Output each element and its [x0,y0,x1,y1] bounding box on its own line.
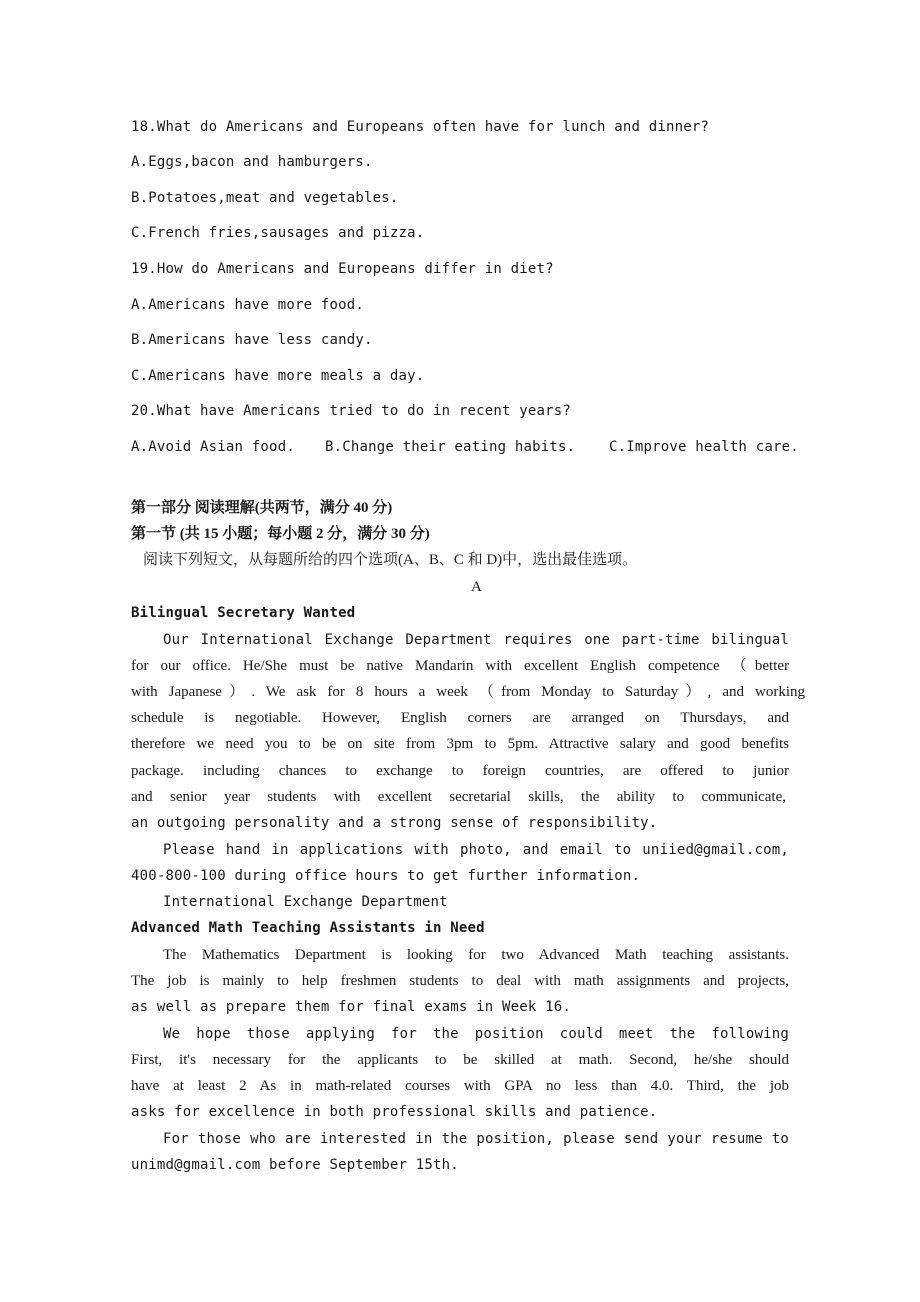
ad1-line: package. including chances to exchange to foreign countries, are offered to junior [131,763,789,779]
ad2-line: have at least 2 As in math-related courses with GPA no less than 4.0. Third, the job [131,1078,789,1094]
ad2-title: Advanced Math Teaching Assistants in Need [131,920,485,936]
q18-option-b: B.Potatoes,meat and vegetables. [131,190,399,206]
ad1-line: Our International Exchange Department requires one part-time bilingual [163,632,789,648]
ad1-line: therefore we need you to be on site from 3pm to 5pm. Attractive salary and good benefits [131,736,789,752]
passage-label: A [471,579,482,595]
ad2-line: asks for excellence in both professional skills and patience. [131,1104,658,1120]
q20-option-b: B.Change their eating habits. [325,439,576,455]
question-18: 18.What do Americans and Europeans often have for lunch and dinner? [131,119,710,135]
ad1-line: for our office. He/She must be native Mandarin with excellent English competence （better [131,658,789,674]
ad2-line: The Mathematics Department is looking for two Advanced Math teaching assistants. [163,947,789,963]
ad1-line: schedule is negotiable. However, English corners are arranged on Thursdays, and [131,710,789,726]
ad1-line: and senior year students with excellent secretarial skills, the ability to communicate, [131,789,786,805]
q19-option-a: A.Americans have more food. [131,297,364,313]
question-20: 20.What have Americans tried to do in recent years? [131,403,572,419]
section-title: 第一节 (共 15 小题；每小题 2 分，满分 30 分) [131,526,430,542]
question-19: 19.How do Americans and Europeans differ in diet? [131,261,554,277]
reading-instruction: 阅读下列短文，从每题所给的四个选项(A、B、C 和 D)中，选出最佳选项。 [143,552,638,568]
ad1-signature: International Exchange Department [163,894,448,910]
ad1-contact-line: Please hand in applications with photo, and email to uniied@gmail.com, [163,842,789,858]
ad2-line: The job is mainly to help freshmen students to deal with math assignments and projects, [131,973,789,989]
ad2-contact-line: For those who are interested in the position, please send your resume to [163,1131,789,1147]
ad2-line: First, it's necessary for the applicants to be skilled at math. Second, he/she should [131,1052,789,1068]
ad1-title: Bilingual Secretary Wanted [131,605,356,621]
q20-options-row [131,437,811,457]
q19-option-b: B.Americans have less candy. [131,332,373,348]
ad2-contact-line: unimd@gmail.com before September 15th. [131,1157,459,1173]
q20-option-a: A.Avoid Asian food. [131,439,295,455]
ad1-contact-line: 400-800-100 during office hours to get further information. [131,868,641,884]
ad1-line: with Japanese）. We ask for 8 hours a week （from Monday to Saturday）, and working [131,684,805,700]
q18-option-c: C.French fries,sausages and pizza. [131,225,425,241]
part-title: 第一部分 阅读理解(共两节，满分 40 分) [131,500,393,516]
q19-option-c: C.Americans have more meals a day. [131,368,425,384]
q20-option-c: C.Improve health care. [609,439,799,455]
ad2-line: We hope those applying for the position could meet the following [163,1026,789,1042]
ad1-line: an outgoing personality and a strong sense of responsibility. [131,815,658,831]
q18-option-a: A.Eggs,bacon and hamburgers. [131,154,373,170]
ad2-line: as well as prepare them for final exams in Week 16. [131,999,572,1015]
